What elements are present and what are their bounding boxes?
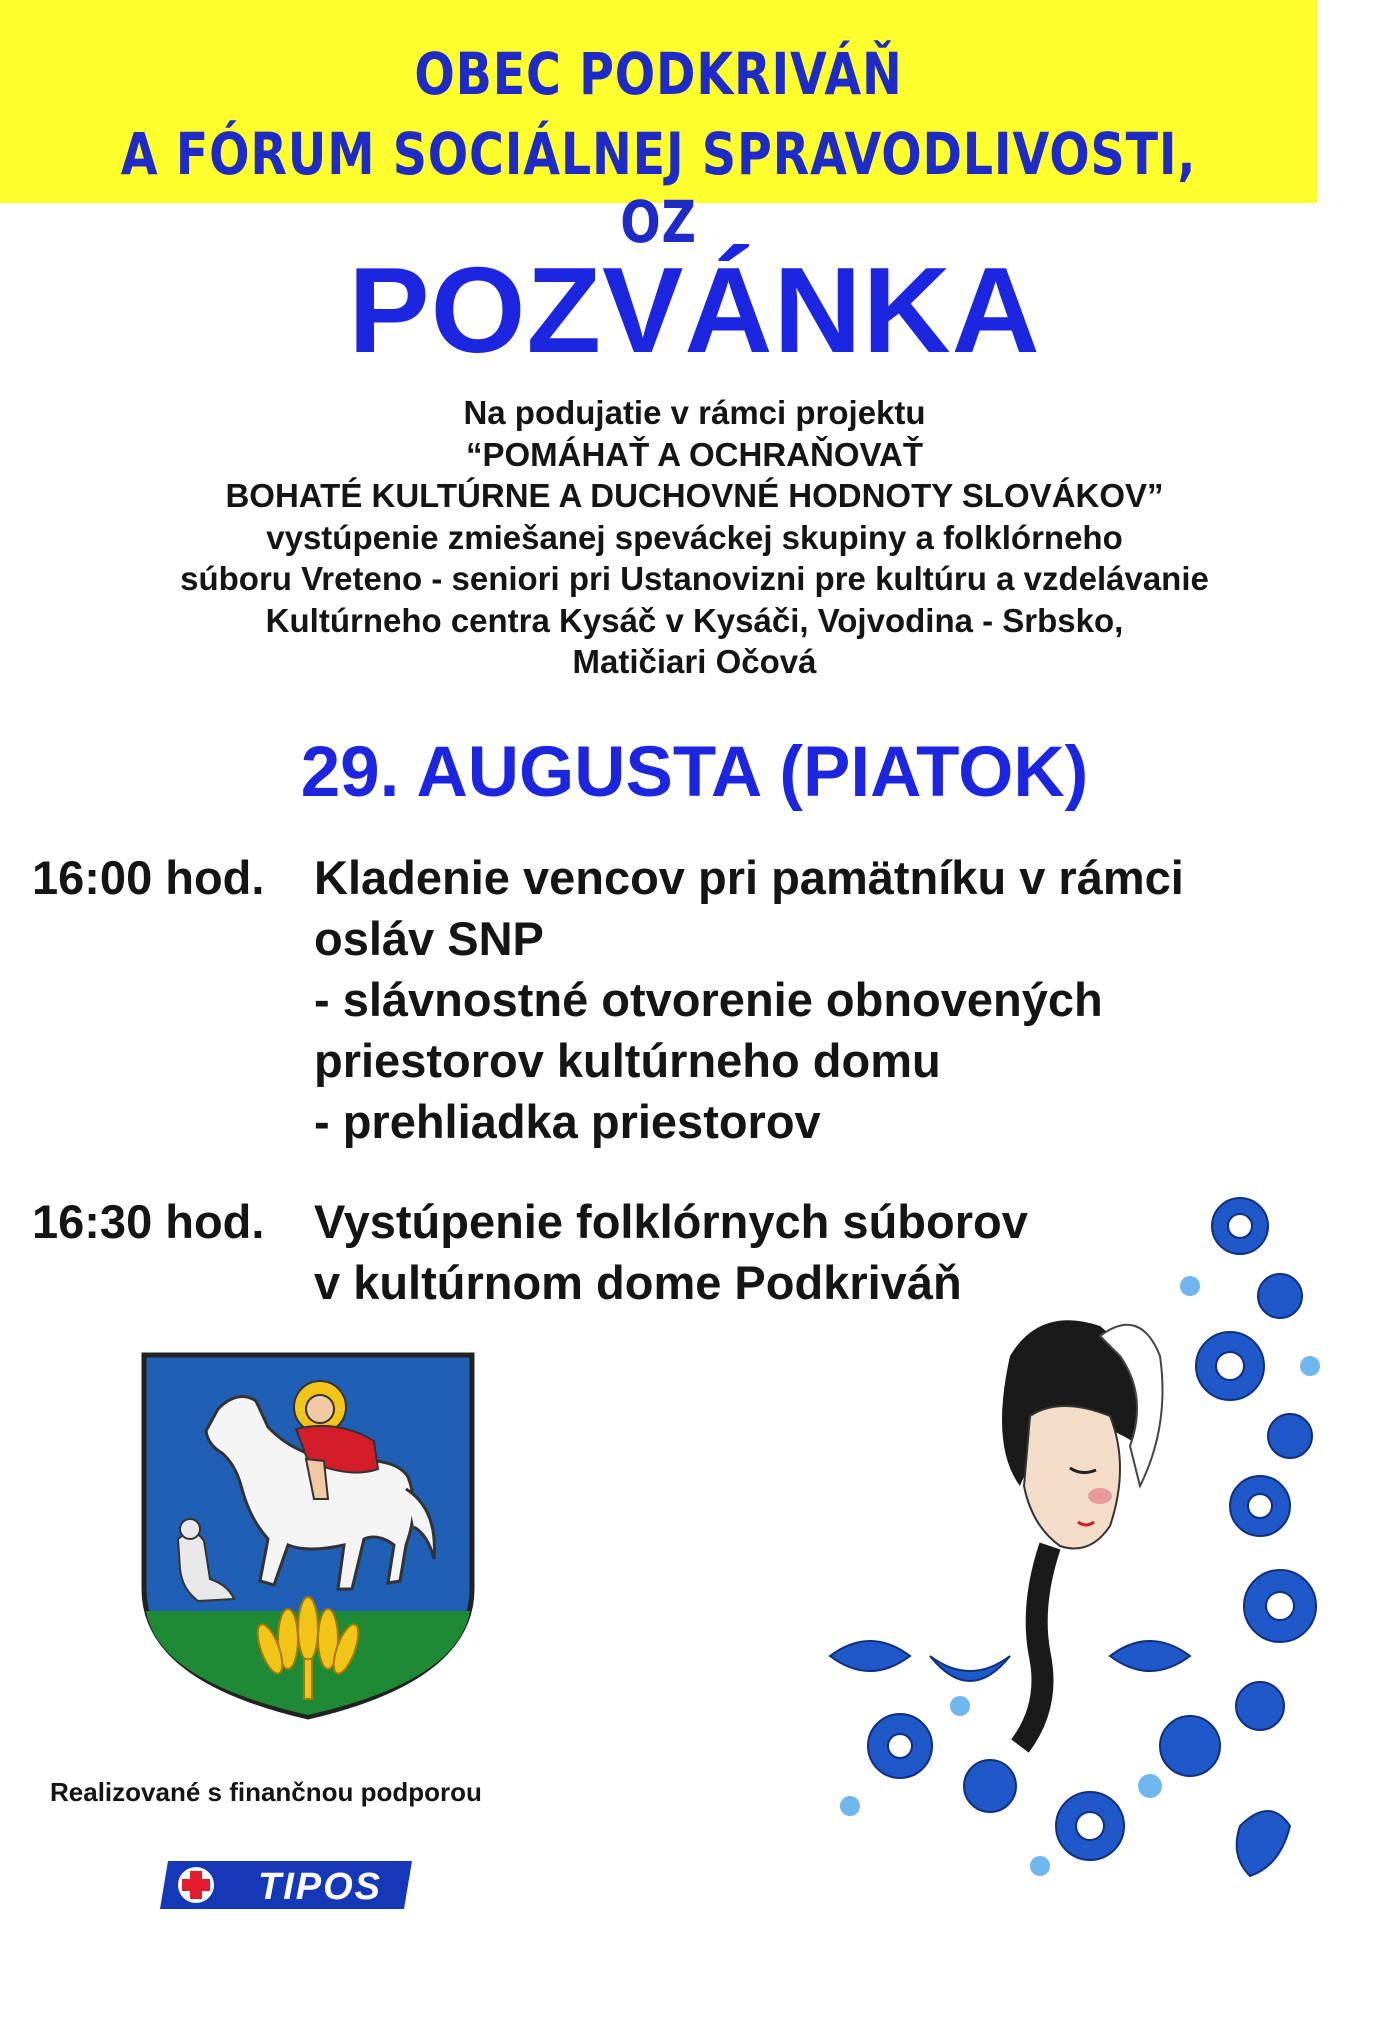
program-description-line: - slávnostné otvorenie obnovených [314, 973, 1103, 1026]
program-description-line: priestorov kultúrneho domu [314, 1034, 941, 1087]
tipos-logo-text: TIPOS [257, 1866, 383, 1908]
folk-girl-illustration [810, 1186, 1330, 1896]
invitation-title: POZVÁNKA [348, 242, 1041, 378]
intro-line: Matičiari Očová [572, 643, 817, 680]
program-item [32, 847, 1184, 1152]
program-description: Vystúpenie folklórnych súborov [314, 1195, 1028, 1248]
coat-of-arms-icon [138, 1349, 478, 1723]
intro-line: BOHATÉ KULTÚRNE A DUCHOVNÉ HODNOTY SLOVÁKOV” [225, 477, 1164, 514]
header-line-1: OBEC PODKRIVÁŇ [414, 40, 903, 108]
intro-text [0, 392, 1389, 683]
program-description: Kladenie vencov pri pamätníku v rámci [314, 851, 1184, 904]
intro-line: “POMÁHAŤ A OCHRAŇOVAŤ [465, 435, 924, 473]
program-description-line: - prehliadka priestorov [314, 1095, 821, 1148]
support-text: Realizované s finančnou podporou [50, 1777, 482, 1807]
tipos-logo-icon [160, 1857, 420, 1913]
program-time: 16:30 hod. [32, 1195, 265, 1248]
event-date: 29. AUGUSTA (PIATOK) [300, 733, 1089, 812]
program-description-line: v kultúrnom dome Podkriváň [314, 1256, 962, 1309]
intro-line: vystúpenie zmiešanej speváckej skupiny a folklórneho [266, 518, 1123, 556]
header-banner [0, 0, 1317, 256]
header-line-2: A FÓRUM SOCIÁLNEJ SPRAVODLIVOSTI, OZ [120, 120, 1197, 256]
intro-line: Kultúrneho centra Kysáč v Kysáči, Vojvodina - Srbsko, [265, 601, 1124, 639]
intro-line: Na podujatie v rámci projektu [463, 394, 926, 431]
program-description-line: osláv SNP [314, 912, 544, 965]
program-time: 16:00 hod. [32, 851, 265, 904]
intro-line: súboru Vreteno - seniori pri Ustanovizni pre kultúru a vzdelávanie [180, 560, 1209, 597]
